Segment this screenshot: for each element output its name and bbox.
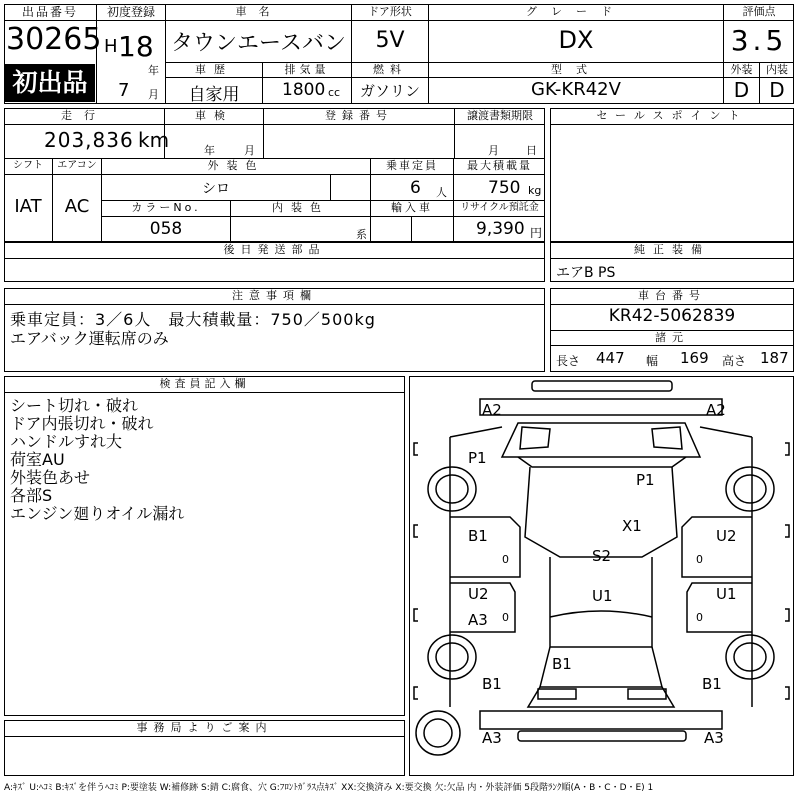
transfer-day-unit: 日 — [526, 144, 537, 157]
damage-diagram — [409, 376, 794, 776]
mark-u1-center: U1 — [592, 587, 613, 605]
car-name: タウンエースバン — [171, 31, 346, 56]
displacement-unit: cc — [328, 86, 341, 99]
caution-line-1: 乗車定員：3／6人 最大積載量：750／500kg — [10, 310, 376, 329]
score-label: 評価点 — [742, 5, 776, 18]
capacity: 6 — [410, 178, 421, 198]
interior-unit: 系 — [356, 228, 367, 241]
displacement-label: 排気量 — [284, 63, 330, 76]
history-label: 車歴 — [195, 63, 233, 76]
colorno: 058 — [149, 219, 183, 239]
zero-2: 0 — [696, 553, 703, 566]
interior-label: 内装色 — [272, 201, 329, 214]
inspector-line-7: エンジン廻りオイル漏れ — [10, 504, 185, 523]
displacement: 1800 — [282, 80, 326, 100]
car-name-label: 車名 — [235, 5, 282, 18]
ac: AC — [64, 196, 90, 217]
mark-a3-left: A3 — [468, 611, 488, 629]
inspector-line-6: 各部S — [10, 486, 53, 505]
dims-label: 諸元 — [655, 331, 689, 344]
height-label: 高さ — [722, 354, 747, 368]
mark-u1-right: U1 — [716, 585, 737, 603]
door-label: ドア形状 — [368, 5, 412, 18]
color-label: 外装色 — [207, 159, 265, 172]
int-label: 内装 — [766, 63, 788, 76]
mark-p1-left: P1 — [468, 449, 487, 467]
inspector-line-3: ハンドルすれ大 — [10, 432, 123, 451]
history: 自家用 — [188, 85, 240, 105]
ac-label: エアコン — [57, 160, 97, 171]
load-unit: kg — [528, 184, 542, 197]
caution-label: 注意事項欄 — [232, 289, 317, 302]
legend-footer: A:ｷｽﾞ U:ﾍｺﾐ B:ｷｽﾞを伴うﾍｺﾐ P:要塗装 W:補修跡 S:錆 C:腐食、穴 G:ﾌﾛﾝﾄｶﾞﾗｽ点ｷｽﾞ XX:交換済み X:要交換 欠:欠品 内・外装評価 5段階ﾗﾝｸ順(A・B・C・D・E) 1 — [4, 783, 654, 793]
genuine-equipment: エアB PS — [556, 265, 616, 281]
load-label: 最大積載量 — [467, 159, 532, 172]
month-unit: 月 — [148, 88, 159, 101]
insp-month-unit: 月 — [244, 144, 255, 157]
import-label: 輸入車 — [391, 201, 433, 214]
mark-b1-bottom-left: B1 — [482, 675, 502, 693]
width: 169 — [680, 349, 709, 367]
grade: DX — [558, 26, 594, 54]
mileage: 203,836 — [44, 128, 134, 152]
recycle: 9,390 — [476, 219, 525, 239]
caution-line-2: エアバック運転席のみ — [10, 329, 169, 348]
model: GK-KR42V — [531, 79, 621, 100]
mark-p1-center: P1 — [636, 471, 655, 489]
reg-year: 18 — [118, 30, 154, 63]
mark-a2-left: A2 — [482, 401, 502, 419]
ext-label: 外装 — [730, 63, 753, 76]
regno-label: 登録番号 — [325, 109, 393, 122]
inspection-label: 車検 — [195, 109, 233, 122]
inspector-line-2: ドア内張切れ・破れ — [10, 414, 154, 433]
fuel: ガソリン — [359, 82, 420, 100]
mileage-unit: km — [138, 128, 170, 152]
sales-point-box — [550, 108, 794, 242]
mark-b1-left: B1 — [468, 527, 488, 545]
mark-b1-center: B1 — [552, 655, 572, 673]
mark-s2: S2 — [592, 547, 612, 565]
zero-3: 0 — [502, 611, 509, 624]
mark-b1-bottom-right: B1 — [702, 675, 722, 693]
load: 750 — [488, 178, 521, 198]
score: 3.5 — [730, 24, 788, 57]
reg-month: 7 — [118, 80, 130, 101]
shift: IAT — [14, 196, 42, 217]
length-label: 長さ — [556, 354, 581, 368]
zero-1: 0 — [502, 553, 509, 566]
color: シロ — [202, 181, 230, 197]
shift-label: シフト — [13, 160, 43, 171]
height: 187 — [760, 349, 789, 367]
year-unit: 年 — [148, 64, 159, 77]
mark-a3-bottom-right: A3 — [704, 729, 724, 747]
zero-4: 0 — [696, 611, 703, 624]
lot-label: 出品番号 — [21, 5, 78, 19]
colorno-label: カラーNo. — [131, 201, 201, 214]
transfer-label: 譲渡書類期限 — [467, 109, 533, 122]
inspector-line-1: シート切れ・破れ — [10, 396, 139, 415]
insp-year-unit: 年 — [204, 144, 215, 157]
model-label: 型式 — [551, 63, 601, 76]
ext-grade: D — [733, 78, 750, 102]
grade-label: グレード — [526, 5, 626, 18]
inspector-label: 検査員記入欄 — [159, 377, 250, 390]
sales-point-label: セールスポイント — [596, 109, 748, 122]
chassis-number: KR42-5062839 — [608, 306, 736, 326]
int-grade: D — [769, 78, 785, 102]
mark-a3-bottom-left: A3 — [482, 729, 502, 747]
inspector-line-5: 外装色あせ — [10, 468, 91, 487]
width-label: 幅 — [646, 354, 659, 368]
mark-x1: X1 — [622, 517, 642, 535]
era: H — [104, 36, 118, 57]
mileage-label: 走行 — [61, 109, 107, 122]
office-label: 事務局よりご案内 — [136, 721, 273, 734]
mark-u2-right: U2 — [716, 527, 737, 545]
lot-number: 30265 — [6, 22, 102, 57]
transfer-month-unit: 月 — [488, 144, 499, 157]
fuel-label: 燃料 — [373, 63, 407, 76]
later-parts-label: 後日発送部品 — [223, 243, 326, 256]
first-listing-badge: 初出品 — [5, 64, 95, 102]
capacity-label: 乗車定員 — [386, 159, 438, 172]
recycle-label: リサイクル預託金 — [460, 202, 539, 213]
inspector-line-4: 荷室AU — [10, 450, 65, 469]
capacity-unit: 人 — [436, 186, 447, 199]
mark-u2-left: U2 — [468, 585, 489, 603]
door-type: 5V — [375, 28, 405, 53]
car-outline-svg — [410, 377, 793, 775]
chassis-label: 車台番号 — [638, 289, 706, 302]
mark-a2-right: A2 — [706, 401, 726, 419]
recycle-unit: 円 — [530, 226, 543, 240]
length: 447 — [596, 349, 625, 367]
genuine-label: 純正装備 — [634, 243, 710, 256]
first-reg-label: 初度登録 — [106, 5, 155, 19]
